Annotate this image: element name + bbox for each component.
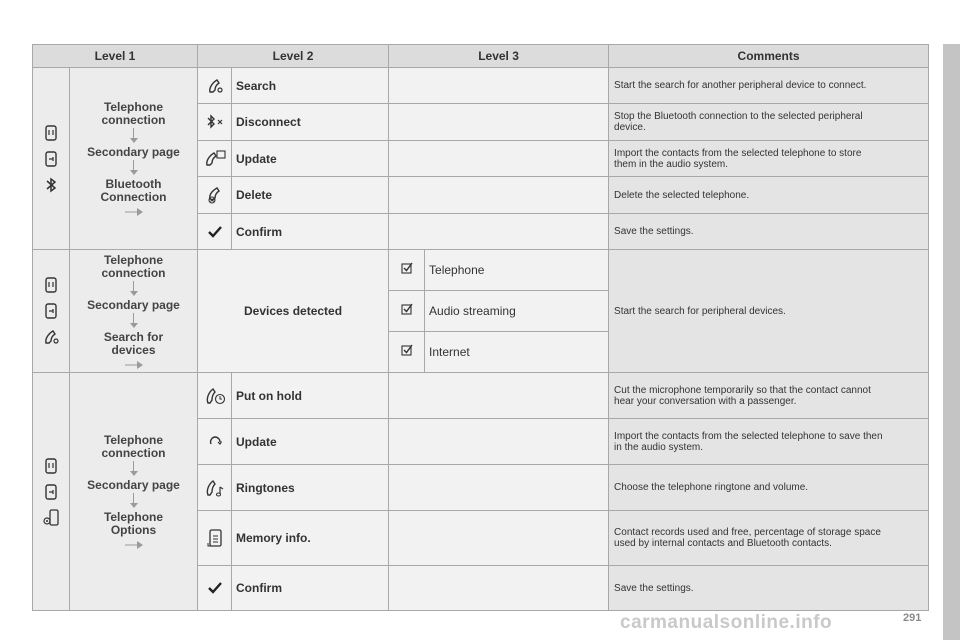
flow-connector — [133, 313, 134, 323]
flow-connector — [133, 461, 134, 471]
down-arrow-icon — [130, 291, 138, 296]
ringtone-icon — [198, 465, 232, 511]
checkbox-icon — [389, 250, 425, 291]
comment-text: Save the settings. — [609, 566, 929, 611]
table-row — [33, 250, 929, 291]
flow-step-label: Secondary page — [87, 145, 180, 159]
level3-empty — [389, 141, 609, 177]
level3-empty — [389, 373, 609, 419]
flow-step-label: Telephone — [103, 252, 164, 267]
page-edge-tab — [943, 44, 960, 640]
flow-step-label: Search for — [103, 329, 164, 344]
down-arrow-icon — [130, 170, 138, 175]
section1-icons — [33, 68, 70, 250]
checkbox-icon — [389, 332, 425, 373]
level3-option-telephone[interactable]: Telephone — [425, 250, 609, 291]
flow-step-label: Connection — [100, 190, 167, 204]
flow-step-label: Telephone — [103, 510, 164, 524]
level2-label[interactable]: Search — [232, 68, 389, 104]
flow-step-label: connection — [101, 113, 166, 127]
flow-step-label: Secondary page — [87, 297, 180, 312]
table-row — [33, 68, 929, 104]
comment-text: Cut the microphone temporarily so that the contact cannot hear your conversation with a passenger. — [609, 373, 929, 419]
comment-text: Choose the telephone ringtone and volume. — [609, 465, 929, 511]
header-row — [33, 45, 929, 68]
hold-call-icon — [198, 373, 232, 419]
flow-connector — [133, 128, 134, 138]
header-level2: Level 2 — [198, 45, 389, 68]
level3-empty — [389, 511, 609, 566]
checkmark-icon — [198, 214, 232, 250]
checkmark-icon — [198, 566, 232, 611]
section3-icons — [33, 373, 70, 611]
level2-label[interactable]: Ringtones — [232, 465, 389, 511]
devices-detected-label[interactable]: Devices detected — [198, 250, 389, 373]
memory-info-icon — [198, 511, 232, 566]
level3-empty — [389, 214, 609, 250]
comment-text: Import the contacts from the selected telephone to store them in the audio system. — [609, 141, 929, 177]
comment-text: Save the settings. — [609, 214, 929, 250]
down-arrow-icon — [130, 323, 138, 328]
phone-screen-icon — [42, 457, 60, 475]
checkbox-icon — [389, 291, 425, 332]
level2-label[interactable]: Confirm — [232, 214, 389, 250]
bluetooth-disconnect-icon — [198, 104, 232, 141]
level3-empty — [389, 68, 609, 104]
menu-table — [32, 44, 929, 611]
comment-text: Import the contacts from the selected telephone to save then in the audio system. — [609, 419, 929, 465]
phone-screen-icon — [42, 124, 60, 142]
table-row — [33, 373, 929, 419]
flow-connector — [133, 160, 134, 170]
contacts-update-icon — [198, 141, 232, 177]
down-arrow-icon — [130, 503, 138, 508]
comment-text: Start the search for another peripheral device to connect. — [609, 68, 929, 104]
comment-text: Delete the selected telephone. — [609, 177, 929, 214]
level2-label[interactable]: Disconnect — [232, 104, 389, 141]
flow-step-label: connection — [101, 446, 166, 460]
flow-connector — [133, 493, 134, 503]
flow-step-label: Telephone — [103, 100, 164, 114]
refresh-icon — [198, 419, 232, 465]
section1-flow — [70, 68, 198, 250]
level3-empty — [389, 177, 609, 214]
bluetooth-icon — [42, 176, 60, 194]
comment-text: Start the search for peripheral devices. — [609, 250, 929, 373]
header-comments: Comments — [609, 45, 929, 68]
secondary-page-icon — [42, 302, 60, 320]
search-device-icon — [42, 328, 60, 346]
right-arrow-icon — [125, 361, 143, 369]
flow-step-label: Secondary page — [87, 478, 180, 492]
level2-label[interactable]: Update — [232, 419, 389, 465]
secondary-page-icon — [42, 150, 60, 168]
down-arrow-icon — [130, 471, 138, 476]
search-device-icon — [198, 68, 232, 104]
level2-label[interactable]: Update — [232, 141, 389, 177]
section2-flow — [70, 250, 198, 373]
flow-step-label: Telephone — [103, 433, 164, 447]
flow-connector — [133, 281, 134, 291]
right-arrow-icon — [125, 541, 143, 549]
comment-text: Contact records used and free, percentage of storage space used by internal contacts and Bluetooth contacts. — [609, 511, 929, 566]
delete-device-icon — [198, 177, 232, 214]
right-arrow-icon — [125, 208, 143, 216]
watermark: carmanualsonline.info — [620, 612, 833, 633]
flow-step-label: devices — [111, 342, 156, 357]
phone-screen-icon — [42, 276, 60, 294]
down-arrow-icon — [130, 138, 138, 143]
section2-icons — [33, 250, 70, 373]
flow-step-label: connection — [101, 265, 166, 280]
level3-empty — [389, 566, 609, 611]
comment-text: Stop the Bluetooth connection to the selected peripheral device. — [609, 104, 929, 141]
flow-step-label: Bluetooth — [105, 177, 162, 191]
level3-empty — [389, 465, 609, 511]
level2-label[interactable]: Memory info. — [232, 511, 389, 566]
level3-option-audio-streaming[interactable]: Audio streaming — [425, 291, 609, 332]
level3-option-internet[interactable]: Internet — [425, 332, 609, 373]
level2-label[interactable]: Delete — [232, 177, 389, 214]
header-level3: Level 3 — [389, 45, 609, 68]
page-number: 291 — [903, 612, 922, 624]
header-level1: Level 1 — [33, 45, 198, 68]
level2-label[interactable]: Put on hold — [232, 373, 389, 419]
level3-empty — [389, 419, 609, 465]
telephone-options-icon — [42, 509, 60, 527]
level3-empty — [389, 104, 609, 141]
flow-step-label: Options — [110, 523, 157, 537]
section3-flow — [70, 373, 198, 611]
level2-label[interactable]: Confirm — [232, 566, 389, 611]
secondary-page-icon — [42, 483, 60, 501]
